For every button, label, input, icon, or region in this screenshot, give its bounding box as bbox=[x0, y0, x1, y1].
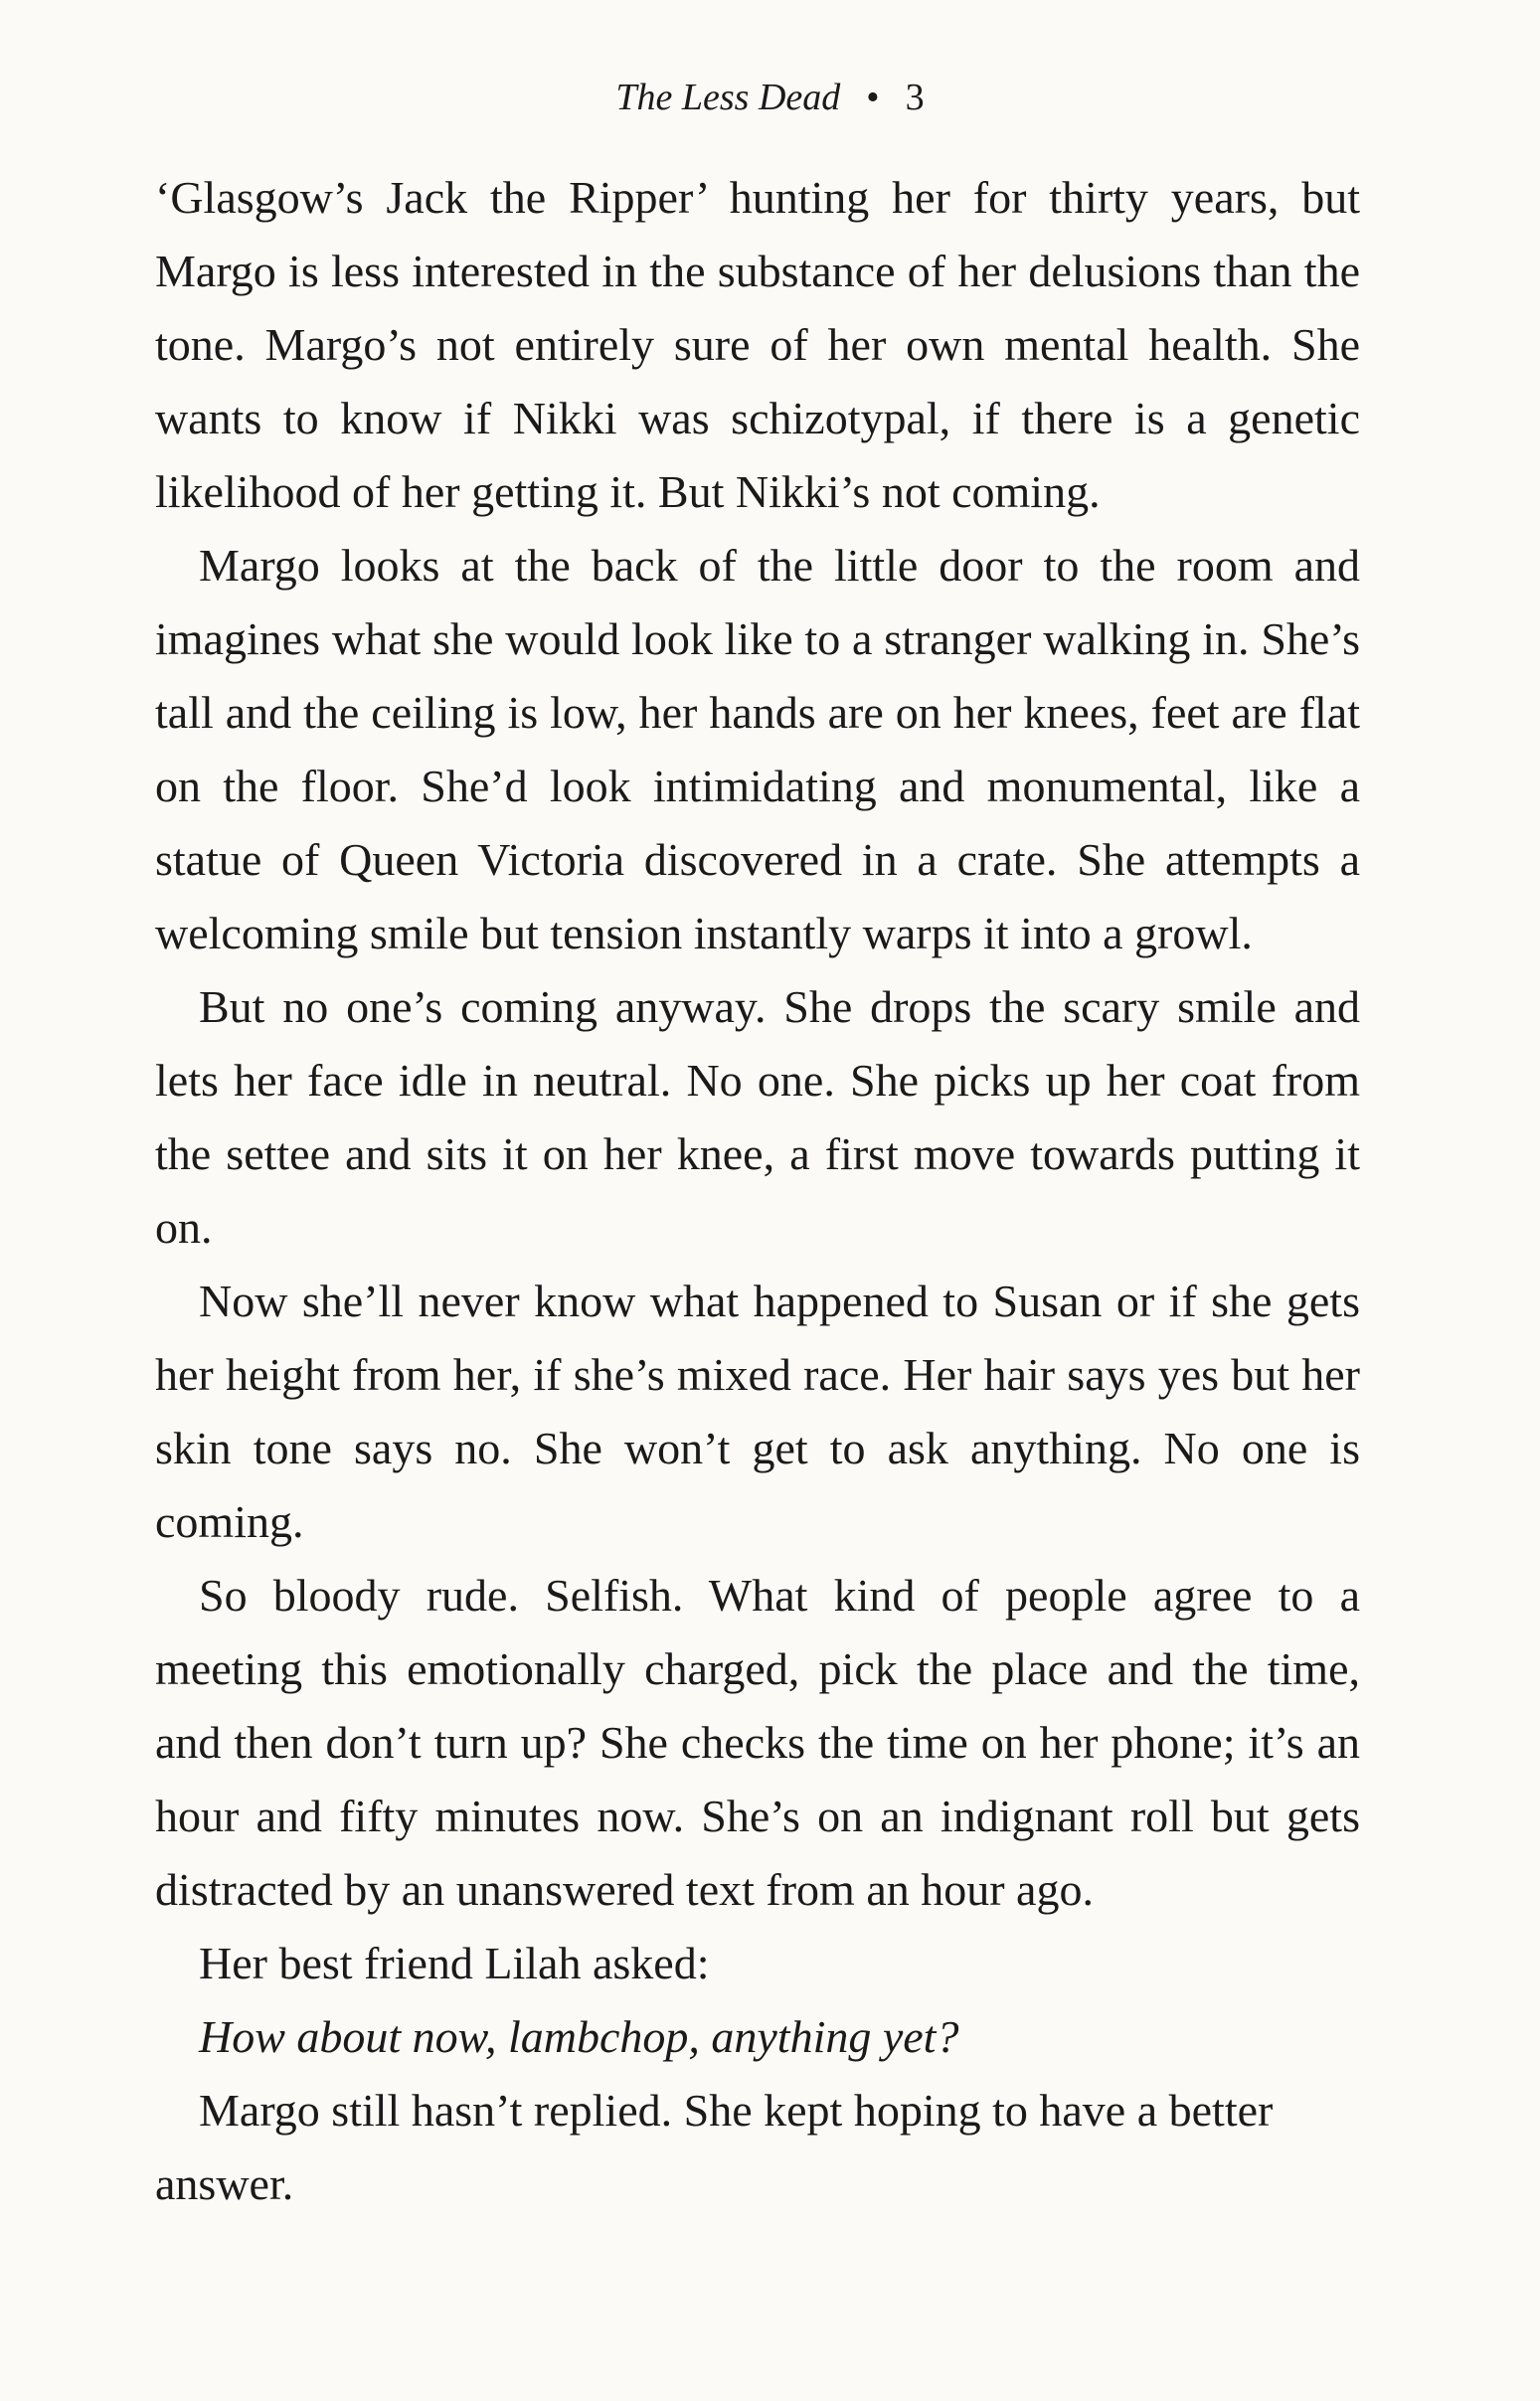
paragraph: Now she’ll never know what happened to Susan or if she gets her height from her, if she’s mixed race. Her hair says yes but her skin tone says no. She won’t get to ask anything. No one is coming. bbox=[155, 1276, 1360, 1547]
paragraph: So bloody rude. Selfish. What kind of people agree to a meeting this emotionally charged, pick the place and the time, and then don’t turn up? She checks the time on her phone; it’s an hour and fifty minutes now. She’s on an indignant roll but gets distracted by an unanswered text from an hour ago. bbox=[155, 1570, 1360, 1915]
paragraph: Margo still hasn’t replied. She kept hoping to have a better answer. bbox=[155, 2085, 1274, 2209]
paragraph: But no one’s coming anyway. She drops the scary smile and lets her face idle in neutral. No one. She picks up her coat from the settee and sits it on her knee, a first move towards putting it on. bbox=[155, 981, 1360, 1253]
book-title: The Less Dead bbox=[615, 77, 841, 118]
body-text bbox=[155, 161, 1360, 2221]
header-separator: • bbox=[866, 77, 880, 118]
running-header bbox=[0, 68, 1540, 127]
text-message: How about now, lambchop, anything yet? bbox=[199, 2011, 959, 2062]
paragraph: ‘Glasgow’s Jack the Ripper’ hunting her for thirty years, but Margo is less interested in the substance of her delusions than the tone. Margo’s not entirely sure of her own mental health. She wants to know if Nikki was schizotypal, if there is a genetic likelihood of her getting it. But Nikki’s not coming. bbox=[155, 172, 1360, 517]
page-number: 3 bbox=[905, 77, 925, 118]
paragraph: Her best friend Lilah asked: bbox=[199, 1938, 710, 1988]
paragraph: Margo looks at the back of the little door to the room and imagines what she would look like to a stranger walking in. She’s tall and the ceiling is low, her hands are on her knees, feet are flat on the floor. She’d look intimidating and monumental, like a statue of Queen Victoria discovered in a crate. She attempts a welcoming smile but tension instantly warps it into a growl. bbox=[155, 540, 1360, 958]
